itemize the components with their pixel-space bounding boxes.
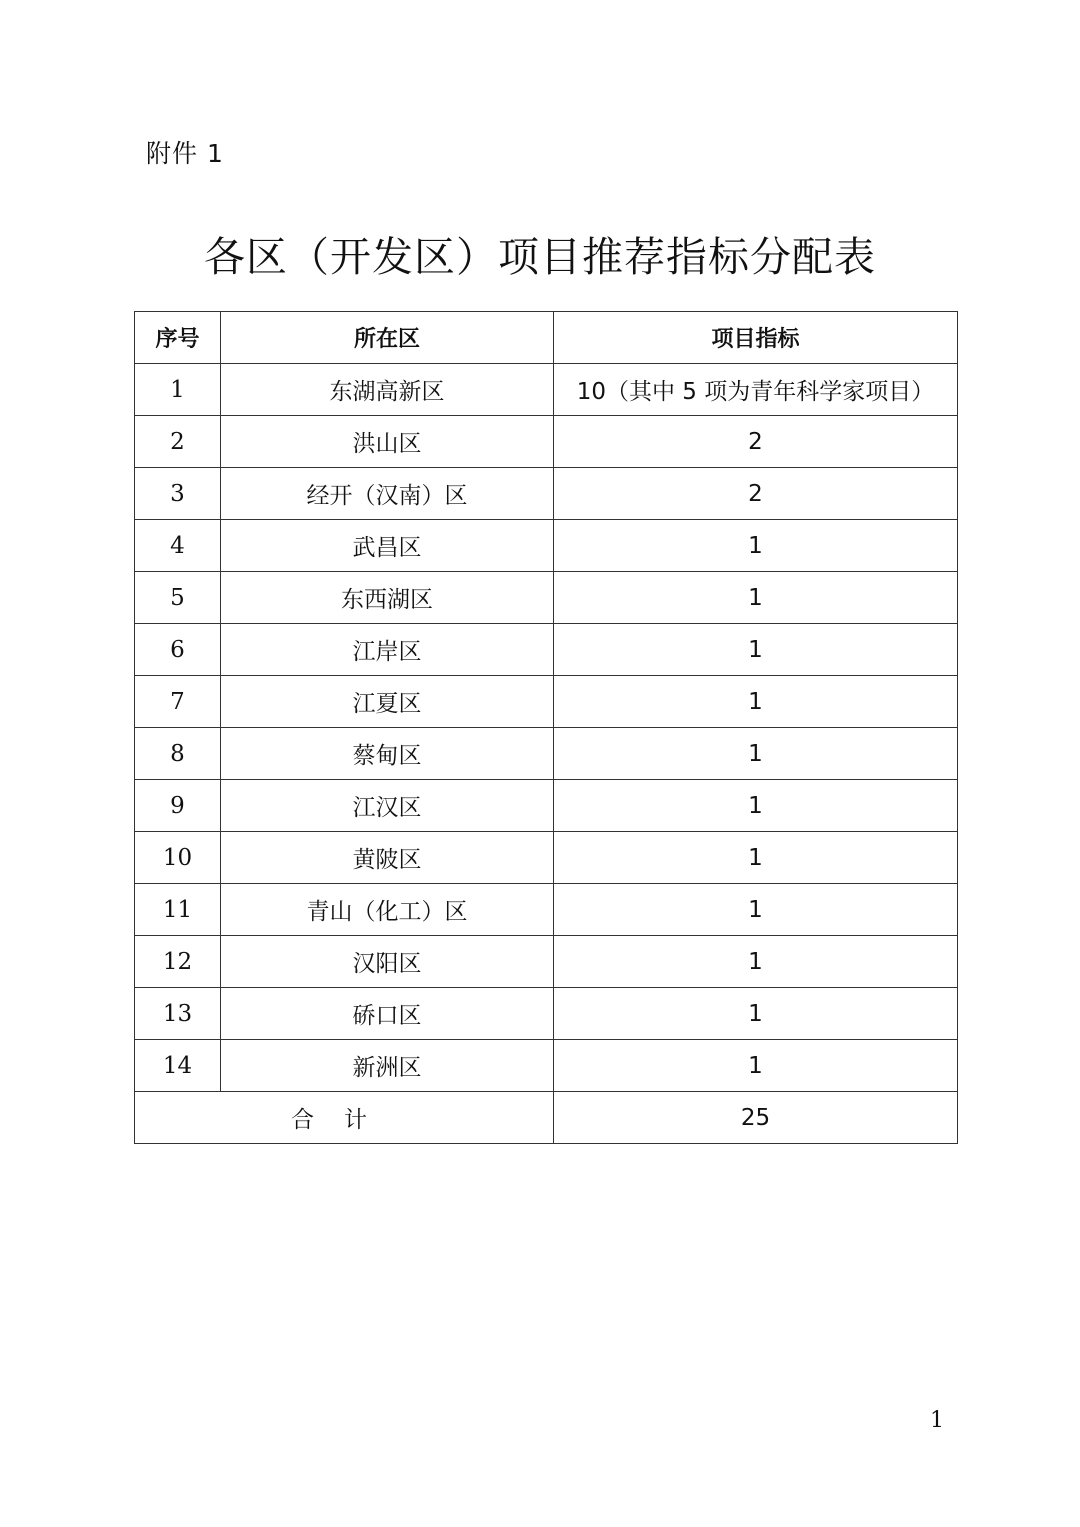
seq-cell: 1 [135, 364, 221, 416]
page-number: 1 [930, 1408, 944, 1433]
seq-cell: 4 [135, 520, 221, 572]
allocation-table [134, 311, 958, 1144]
table-row [135, 468, 958, 520]
district-cell: 青山（化工）区 [221, 884, 554, 936]
quota-cell: 1 [554, 832, 958, 884]
district-cell: 东湖高新区 [221, 364, 554, 416]
quota-cell: 1 [554, 624, 958, 676]
quota-cell: 1 [554, 676, 958, 728]
quota-cell: 2 [554, 468, 958, 520]
header-quota: 项目指标 [554, 312, 958, 364]
quota-cell: 2 [554, 416, 958, 468]
quota-cell: 1 [554, 572, 958, 624]
header-district: 所在区 [221, 312, 554, 364]
quota-cell: 1 [554, 780, 958, 832]
table-row [135, 624, 958, 676]
table-row [135, 936, 958, 988]
seq-cell: 7 [135, 676, 221, 728]
table-row [135, 832, 958, 884]
district-cell: 洪山区 [221, 416, 554, 468]
quota-cell: 1 [554, 520, 958, 572]
district-cell: 江夏区 [221, 676, 554, 728]
seq-cell: 2 [135, 416, 221, 468]
seq-cell: 12 [135, 936, 221, 988]
total-label: 合计 [135, 1092, 554, 1144]
district-cell: 蔡甸区 [221, 728, 554, 780]
table-header-row [135, 312, 958, 364]
seq-cell: 6 [135, 624, 221, 676]
district-cell: 硚口区 [221, 988, 554, 1040]
district-cell: 黄陂区 [221, 832, 554, 884]
table-row [135, 988, 958, 1040]
table-row [135, 1040, 958, 1092]
quota-cell: 1 [554, 728, 958, 780]
district-cell: 江岸区 [221, 624, 554, 676]
district-cell: 汉阳区 [221, 936, 554, 988]
quota-cell: 1 [554, 884, 958, 936]
quota-cell: 1 [554, 936, 958, 988]
seq-cell: 13 [135, 988, 221, 1040]
table-row [135, 364, 958, 416]
seq-cell: 11 [135, 884, 221, 936]
seq-cell: 10 [135, 832, 221, 884]
table-row [135, 884, 958, 936]
table-row [135, 728, 958, 780]
table-row [135, 416, 958, 468]
district-cell: 武昌区 [221, 520, 554, 572]
quota-cell: 1 [554, 1040, 958, 1092]
quota-cell: 10（其中 5 项为青年科学家项目） [554, 364, 958, 416]
total-value: 25 [554, 1092, 958, 1144]
seq-cell: 14 [135, 1040, 221, 1092]
table-row [135, 780, 958, 832]
page-title: 各区（开发区）项目推荐指标分配表 [204, 233, 876, 281]
seq-cell: 9 [135, 780, 221, 832]
district-cell: 新洲区 [221, 1040, 554, 1092]
district-cell: 江汉区 [221, 780, 554, 832]
seq-cell: 3 [135, 468, 221, 520]
table-row [135, 572, 958, 624]
table-row [135, 520, 958, 572]
table-row [135, 676, 958, 728]
seq-cell: 8 [135, 728, 221, 780]
attachment-label: 附件 1 [146, 139, 224, 168]
total-row [135, 1092, 958, 1144]
district-cell: 东西湖区 [221, 572, 554, 624]
header-seq: 序号 [135, 312, 221, 364]
seq-cell: 5 [135, 572, 221, 624]
quota-cell: 1 [554, 988, 958, 1040]
district-cell: 经开（汉南）区 [221, 468, 554, 520]
